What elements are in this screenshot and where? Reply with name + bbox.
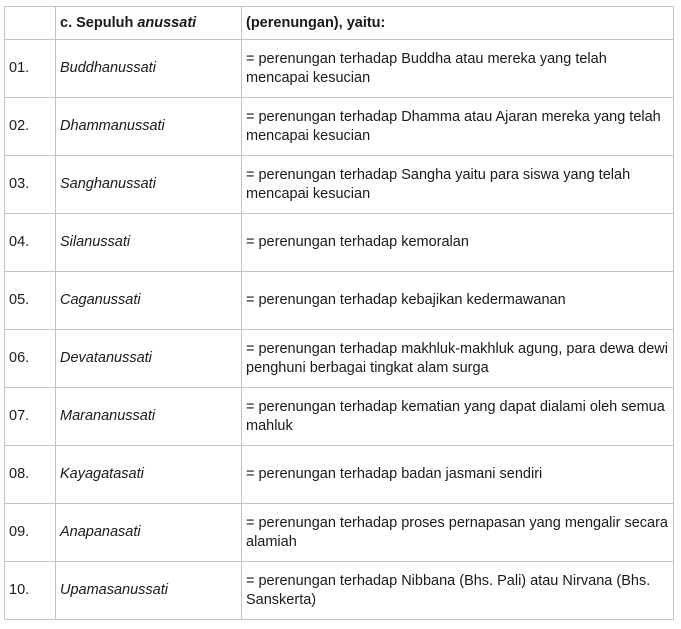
row-number-cell: 01. (5, 40, 56, 98)
row-description-cell: = perenungan terhadap Nibbana (Bhs. Pali) atau Nirvana (Bhs. Sanskerta) (242, 562, 674, 620)
table-row (5, 388, 674, 446)
row-term-cell: Dhammanussati (56, 98, 242, 156)
row-description-cell: = perenungan terhadap makhluk-makhluk agung, para dewa dewi penghuni berbagai tingkat alam surga (242, 330, 674, 388)
table-header-row (5, 7, 674, 40)
row-term-cell: Kayagatasati (56, 446, 242, 504)
anussati-table (4, 6, 674, 620)
row-term-cell: Sanghanussati (56, 156, 242, 214)
table-row (5, 562, 674, 620)
row-term-cell: Devatanussati (56, 330, 242, 388)
table-row (5, 40, 674, 98)
row-number-cell: 02. (5, 98, 56, 156)
row-number-cell: 04. (5, 214, 56, 272)
row-description-cell: = perenungan terhadap proses pernapasan yang mengalir secara alamiah (242, 504, 674, 562)
row-number-cell: 07. (5, 388, 56, 446)
row-term-cell: Upamasanussati (56, 562, 242, 620)
header-description-cell: (perenungan), yaitu: (242, 7, 674, 40)
row-number-cell: 10. (5, 562, 56, 620)
table-row (5, 272, 674, 330)
table-row (5, 156, 674, 214)
header-number-cell (5, 7, 56, 40)
row-term-cell: Anapanasati (56, 504, 242, 562)
row-description-cell: = perenungan terhadap Buddha atau mereka yang telah mencapai kesucian (242, 40, 674, 98)
table-row (5, 504, 674, 562)
table-row (5, 330, 674, 388)
header-title-cell (56, 7, 242, 40)
row-number-cell: 08. (5, 446, 56, 504)
header-title-italic: anussati (137, 14, 197, 31)
row-description-cell: = perenungan terhadap kebajikan kedermawanan (242, 272, 674, 330)
table-row (5, 98, 674, 156)
row-number-cell: 09. (5, 504, 56, 562)
row-description-cell: = perenungan terhadap kematian yang dapat dialami oleh semua mahluk (242, 388, 674, 446)
row-term-cell: Buddhanussati (56, 40, 242, 98)
header-title-prefix: c. Sepuluh (60, 14, 138, 31)
row-description-cell: = perenungan terhadap Sangha yaitu para siswa yang telah mencapai kesucian (242, 156, 674, 214)
row-term-cell: Marananussati (56, 388, 242, 446)
table-row (5, 214, 674, 272)
row-number-cell: 03. (5, 156, 56, 214)
row-number-cell: 05. (5, 272, 56, 330)
row-term-cell: Silanussati (56, 214, 242, 272)
table-row (5, 446, 674, 504)
row-description-cell: = perenungan terhadap badan jasmani sendiri (242, 446, 674, 504)
row-number-cell: 06. (5, 330, 56, 388)
row-description-cell: = perenungan terhadap kemoralan (242, 214, 674, 272)
row-term-cell: Caganussati (56, 272, 242, 330)
row-description-cell: = perenungan terhadap Dhamma atau Ajaran mereka yang telah mencapai kesucian (242, 98, 674, 156)
table-body (5, 7, 674, 620)
